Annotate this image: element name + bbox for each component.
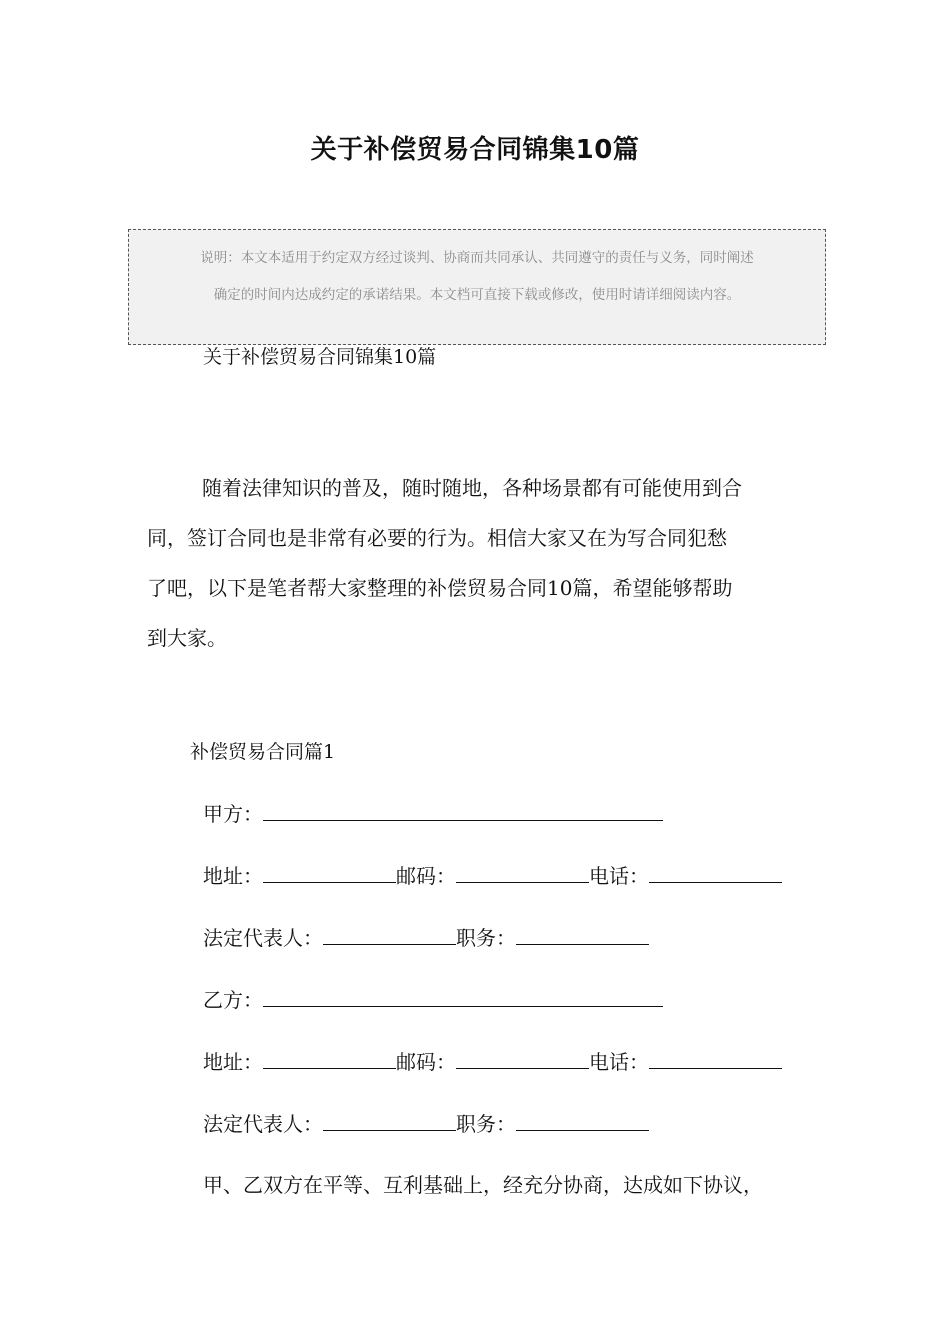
description-note-box <box>128 229 826 345</box>
phone-blank <box>649 1046 782 1069</box>
position-blank <box>516 922 649 945</box>
address-label: 地址： <box>203 864 263 888</box>
intro-line-1: 随着法律知识的普及，随时随地，各种场景都有可能使用到合 <box>202 476 742 500</box>
legal-rep-label: 法定代表人： <box>203 1112 323 1136</box>
postcode-label: 邮码： <box>396 864 456 888</box>
intro-line-4: 到大家。 <box>147 626 227 650</box>
intro-line-2: 同，签订合同也是非常有必要的行为。相信大家又在为写合同犯愁 <box>147 526 727 550</box>
position-label: 职务： <box>456 1112 516 1136</box>
postcode-blank <box>456 1046 589 1069</box>
document-subtitle: 关于补偿贸易合同锦集10篇 <box>203 346 437 368</box>
party-a-row <box>203 798 663 829</box>
address-blank <box>263 860 396 883</box>
party-a-blank <box>263 798 663 821</box>
address-label: 地址： <box>203 1050 263 1074</box>
party-a-label: 甲方： <box>203 802 263 826</box>
party-b-rep-row <box>203 1108 649 1139</box>
legal-rep-blank <box>323 1108 456 1131</box>
phone-label: 电话： <box>589 864 649 888</box>
postcode-blank <box>456 860 589 883</box>
position-blank <box>516 1108 649 1131</box>
phone-blank <box>649 860 782 883</box>
party-b-row <box>203 984 663 1015</box>
note-line-2: 确定的时间内达成约定的承诺结果。本文档可直接下载或修改，使用时请详细阅读内容。 <box>213 287 741 303</box>
note-line-1: 说明：本文本适用于约定双方经过谈判、协商而共同承认、共同遵守的责任与义务，同时阐述 <box>200 250 754 266</box>
legal-rep-label: 法定代表人： <box>203 926 323 950</box>
phone-label: 电话： <box>589 1050 649 1074</box>
postcode-label: 邮码： <box>396 1050 456 1074</box>
party-b-label: 乙方： <box>203 988 263 1012</box>
legal-rep-blank <box>323 922 456 945</box>
section-heading: 补偿贸易合同篇1 <box>190 741 336 763</box>
intro-line-3: 了吧，以下是笔者帮大家整理的补偿贸易合同10篇，希望能够帮助 <box>147 576 733 600</box>
party-b-blank <box>263 984 663 1007</box>
address-blank <box>263 1046 396 1069</box>
page-title: 关于补偿贸易合同锦集10篇 <box>310 135 640 165</box>
party-b-address-row <box>203 1046 782 1077</box>
party-a-rep-row <box>203 922 649 953</box>
intro-paragraph <box>147 463 815 663</box>
party-a-address-row <box>203 860 782 891</box>
agreement-intro-text: 甲、乙双方在平等、互利基础上，经充分协商，达成如下协议， <box>203 1173 763 1197</box>
position-label: 职务： <box>456 926 516 950</box>
